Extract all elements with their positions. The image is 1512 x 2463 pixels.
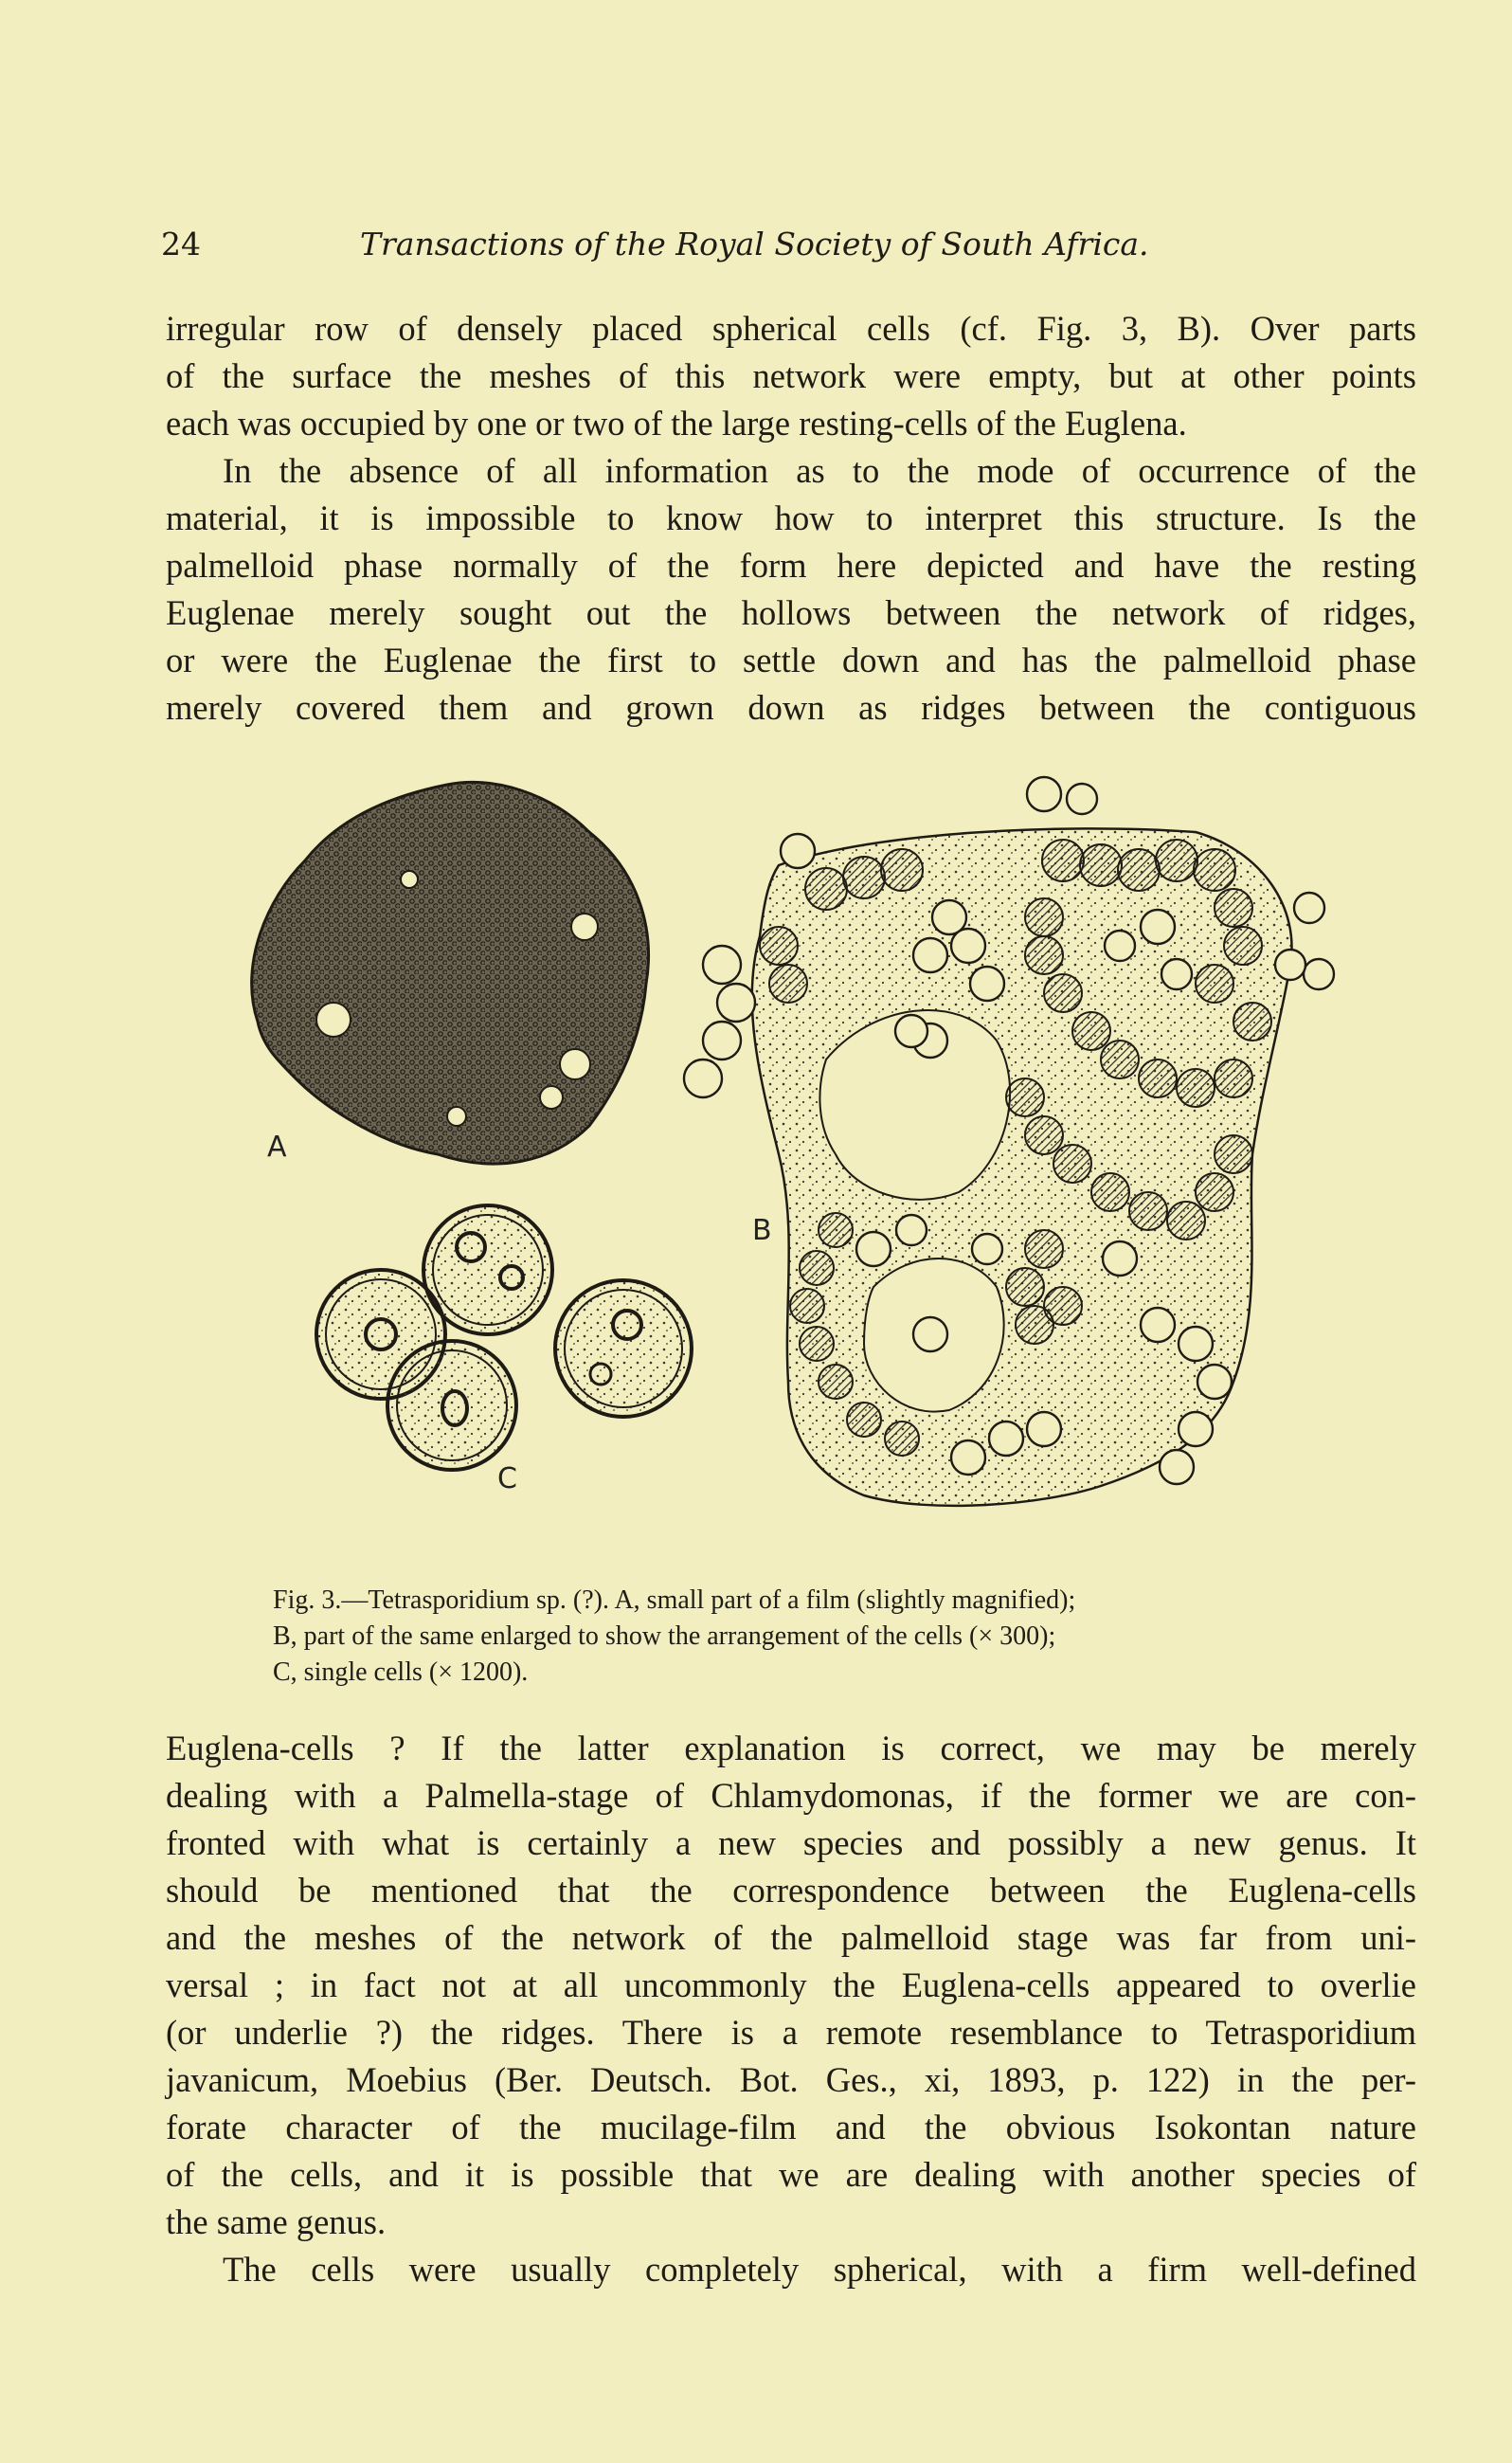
paragraph-4 (166, 2246, 1416, 2293)
text-line: Euglena-cells ? If the latter explanation is correct, we may be merely (166, 1729, 1416, 1767)
figure-caption (273, 1583, 1381, 1691)
text-line: The cells were usually completely spherical, with a firm well-defined (223, 2250, 1416, 2289)
text-line: should be mentioned that the correspondence between the Euglena-cells (166, 1871, 1416, 1910)
text-line: the same genus. (166, 2202, 387, 2241)
caption-line: B, part of the same enlarged to show the arrangement of the cells (× 300); (273, 1621, 1056, 1651)
text-line: Euglenae merely sought out the hollows between the network of ridges, (166, 593, 1416, 632)
single-cell (423, 1205, 552, 1334)
page-header (161, 226, 1222, 271)
single-cell (387, 1341, 516, 1470)
text-line: each was occupied by one or two of the large resting-cells of the Euglena. (166, 404, 1187, 443)
text-line: of the cells, and it is possible that we are dealing with another species of (166, 2155, 1416, 2194)
text-line: versal ; in fact not at all uncommonly the Euglena-cells appeared to overlie (166, 1965, 1416, 2004)
text-line: javanicum, Moebius (Ber. Deutsch. Bot. Ges., xi, 1893, p. 122) in the per- (166, 2060, 1416, 2099)
label-a: A (267, 1131, 287, 1164)
caption-line: C, single cells (× 1200). (273, 1657, 529, 1687)
single-cell (555, 1280, 692, 1417)
body-text-bottom (166, 1725, 1416, 2293)
label-b: B (752, 1214, 772, 1247)
figure-3-illustration (210, 775, 1376, 1554)
caption-line: Fig. 3.—Tetrasporidium sp. (?). A, small part of a film (slightly magnified); (273, 1585, 1076, 1615)
label-c: C (497, 1462, 517, 1495)
panel-b-network-drawing (684, 777, 1334, 1506)
text-line: dealing with a Palmella-stage of Chlamydomonas, if the former we are con- (166, 1776, 1416, 1815)
text-line: irregular row of densely placed spherical cells (cf. Fig. 3, B). Over parts (166, 309, 1416, 348)
running-title: Transactions of the Royal Society of South Africa. (360, 226, 1149, 263)
paragraph-2 (166, 447, 1416, 732)
text-line: and the meshes of the network of the palmelloid stage was far from uni- (166, 1918, 1416, 1957)
text-line: palmelloid phase normally of the form here depicted and have the resting (166, 546, 1416, 585)
text-line: merely covered them and grown down as ridges between the contiguous (166, 688, 1416, 727)
text-line: or were the Euglenae the first to settle down and has the palmelloid phase (166, 641, 1416, 679)
text-line: of the surface the meshes of this network were empty, but at other points (166, 356, 1416, 395)
paragraph-1 (166, 305, 1416, 447)
body-text-top (166, 305, 1416, 732)
panel-a-film-drawing (252, 782, 649, 1164)
page-number: 24 (161, 226, 201, 263)
text-line: forate character of the mucilage-film and the obvious Isokontan nature (166, 2108, 1416, 2146)
paragraph-3 (166, 1725, 1416, 2246)
text-line: In the absence of all information as to the mode of occurrence of the (223, 451, 1416, 490)
text-line: (or underlie ?) the ridges. There is a remote resemblance to Tetrasporidium (166, 2013, 1416, 2052)
text-line: material, it is impossible to know how to interpret this structure. Is the (166, 498, 1416, 537)
text-line: fronted with what is certainly a new species and possibly a new genus. It (166, 1823, 1416, 1862)
panel-c-single-cells (316, 1205, 692, 1495)
figure-drawing (210, 775, 1376, 1554)
